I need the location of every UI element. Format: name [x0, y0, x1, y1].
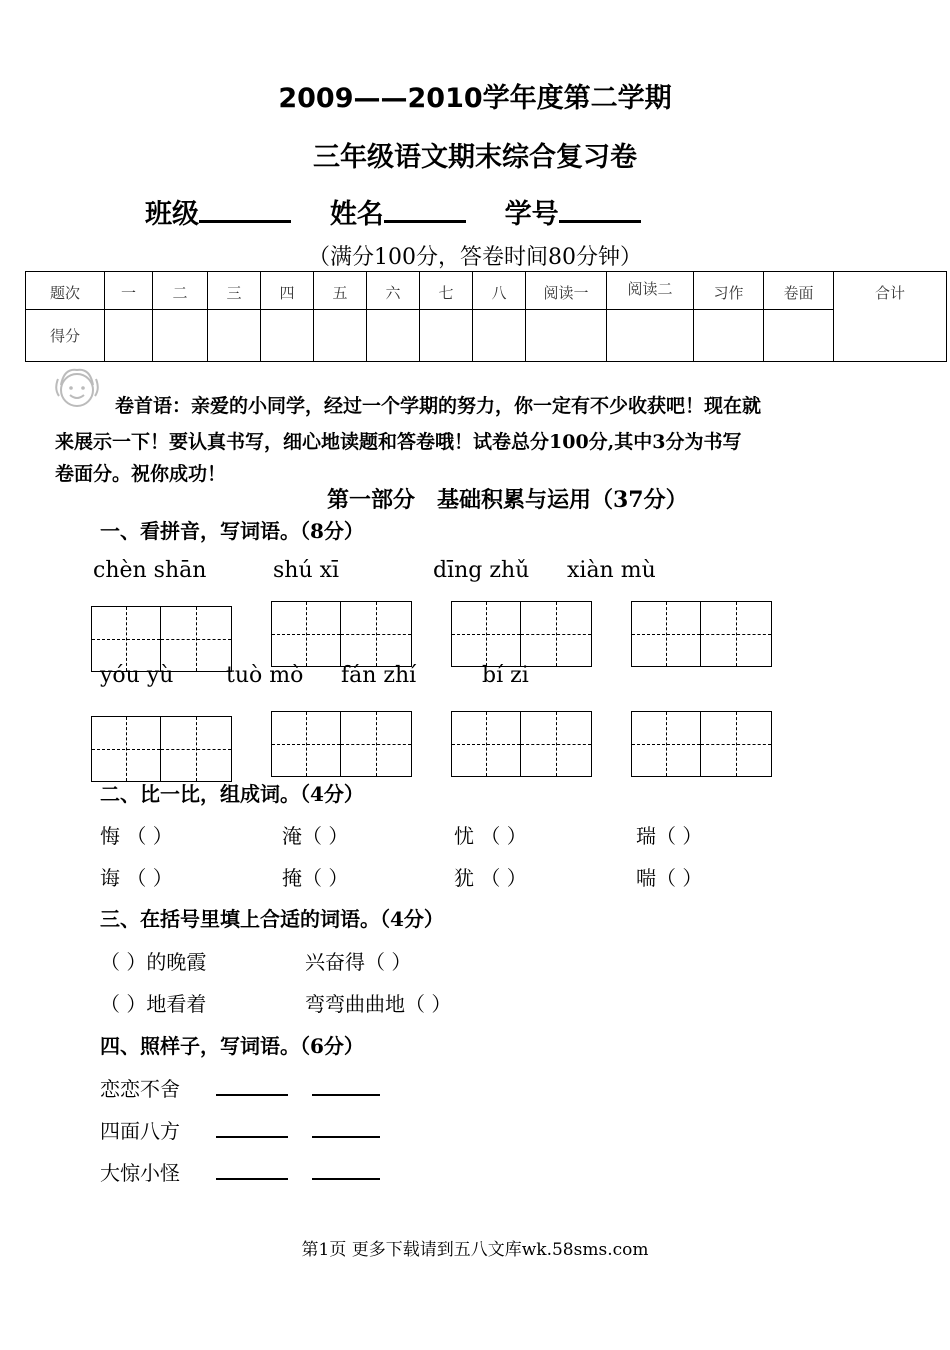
q3-item[interactable]: （ ）地看着 [100, 992, 207, 1016]
name-field[interactable] [384, 194, 466, 223]
name-label: 姓名 [329, 199, 384, 230]
q4-title: 四、照样子，写词语。（6分） [100, 1034, 364, 1058]
score-row-label: 得分 [26, 310, 105, 362]
intro-line: 卷面分。祝你成功！ [55, 463, 227, 485]
pinyin: yóu yù [100, 663, 174, 688]
q4-row [100, 1073, 380, 1102]
pinyin: fán zhí [341, 663, 417, 688]
q4-answer-blank[interactable] [312, 1158, 380, 1180]
pinyin: chèn shān [93, 558, 207, 583]
score-col-header: 卷面 [764, 272, 834, 310]
score-row-label: 题次 [26, 272, 105, 310]
writing-box[interactable] [701, 711, 772, 777]
writing-grid [631, 601, 772, 667]
q4-example-word: 四面八方 [100, 1119, 180, 1143]
writing-box[interactable] [701, 601, 772, 667]
score-table [25, 271, 947, 362]
q2-item[interactable]: 掩（ ） [282, 866, 349, 890]
q4-answer-blank[interactable] [216, 1074, 288, 1096]
intro-line: 来展示一下！要认真书写，细心地读题和答卷哦！试卷总分100分,其中3分为书写 [55, 431, 742, 453]
score-col-header: 一 [105, 272, 153, 310]
score-col-header: 习作 [694, 272, 764, 310]
writing-grid [451, 601, 592, 667]
q2-title: 二、比一比，组成词。（4分） [100, 782, 364, 806]
score-cell[interactable] [694, 310, 764, 362]
q3-item[interactable]: 兴奋得（ ） [305, 950, 412, 974]
writing-grid [451, 711, 592, 777]
writing-box[interactable] [271, 601, 341, 667]
pinyin: dīng zhǔ [433, 558, 530, 583]
exam-title: 三年级语文期末综合复习卷 [313, 142, 637, 173]
score-cell[interactable] [420, 310, 473, 362]
score-col-header: 七 [420, 272, 473, 310]
writing-box[interactable] [631, 601, 701, 667]
q3-item[interactable]: 弯弯曲曲地（ ） [305, 992, 452, 1016]
score-col-header: 五 [314, 272, 367, 310]
number-label: 学号 [504, 199, 559, 230]
writing-grid [271, 711, 412, 777]
writing-box[interactable] [631, 711, 701, 777]
q2-item[interactable]: 犹 （ ） [454, 866, 527, 890]
score-col-header: 四 [261, 272, 314, 310]
q4-answer-blank[interactable] [216, 1158, 288, 1180]
score-cell[interactable] [764, 310, 834, 362]
score-col-header: 阅读一 [526, 272, 607, 310]
writing-box[interactable] [521, 601, 592, 667]
q4-answer-blank[interactable] [312, 1116, 380, 1138]
writing-box[interactable] [521, 711, 592, 777]
writing-grid [271, 601, 412, 667]
writing-box[interactable] [161, 716, 232, 782]
q2-item[interactable]: 悔 （ ） [100, 824, 173, 848]
q4-row [100, 1115, 380, 1144]
q1-title: 一、看拼音，写词语。（8分） [100, 519, 364, 543]
writing-box[interactable] [451, 601, 521, 667]
writing-box[interactable] [451, 711, 521, 777]
exam-subtitle: （满分100分，答卷时间80分钟） [308, 245, 642, 270]
score-col-header-total: 合计 [834, 272, 947, 362]
score-col-header: 六 [367, 272, 420, 310]
writing-box[interactable] [91, 716, 161, 782]
score-table-header-row [26, 272, 947, 310]
writing-grid [91, 716, 232, 782]
score-col-header: 八 [473, 272, 526, 310]
writing-box[interactable] [341, 711, 412, 777]
score-col-header: 三 [208, 272, 261, 310]
intro-paragraph [55, 388, 905, 488]
q4-answer-blank[interactable] [216, 1116, 288, 1138]
intro-line: 卷首语：亲爱的小同学，经过一个学期的努力，你一定有不少收获吧！现在就 [115, 395, 762, 417]
q4-example-word: 恋恋不舍 [100, 1077, 180, 1101]
writing-box[interactable] [341, 601, 412, 667]
q3-title: 三、在括号里填上合适的词语。（4分） [100, 907, 444, 931]
class-field[interactable] [199, 194, 291, 223]
pinyin: bí zi [482, 663, 529, 688]
q4-row [100, 1157, 380, 1186]
q4-answer-blank[interactable] [312, 1074, 380, 1096]
q3-item[interactable]: （ ）的晚霞 [100, 950, 207, 974]
pinyin: xiàn mù [567, 558, 656, 583]
q2-item[interactable]: 忧 （ ） [454, 824, 527, 848]
score-col-header: 二 [153, 272, 208, 310]
writing-grid [631, 711, 772, 777]
q2-item[interactable]: 淹（ ） [282, 824, 349, 848]
exam-year-title: 2009——2010学年度第二学期 [278, 83, 672, 114]
q2-item[interactable]: 诲 （ ） [100, 866, 173, 890]
score-cell[interactable] [473, 310, 526, 362]
number-field[interactable] [559, 194, 641, 223]
score-col-header: 阅读二 [607, 272, 694, 310]
student-info-row [145, 192, 641, 231]
q2-item[interactable]: 瑞（ ） [636, 824, 703, 848]
score-cell[interactable] [153, 310, 208, 362]
score-cell[interactable] [526, 310, 607, 362]
score-cell[interactable] [367, 310, 420, 362]
pinyin: shú xī [273, 558, 340, 583]
score-cell[interactable] [607, 310, 694, 362]
q4-example-word: 大惊小怪 [100, 1161, 180, 1185]
writing-box[interactable] [271, 711, 341, 777]
part1-title: 第一部分 基础积累与运用（37分） [327, 487, 688, 513]
score-cell[interactable] [261, 310, 314, 362]
pinyin: tuò mò [226, 663, 304, 688]
score-table-score-row [26, 310, 947, 362]
score-cell[interactable] [314, 310, 367, 362]
q2-item[interactable]: 喘（ ） [636, 866, 703, 890]
score-cell[interactable] [208, 310, 261, 362]
score-cell[interactable] [105, 310, 153, 362]
class-label: 班级 [145, 199, 199, 230]
page-footer: 第1页 更多下载请到五八文库wk.58sms.com [301, 1240, 649, 1260]
